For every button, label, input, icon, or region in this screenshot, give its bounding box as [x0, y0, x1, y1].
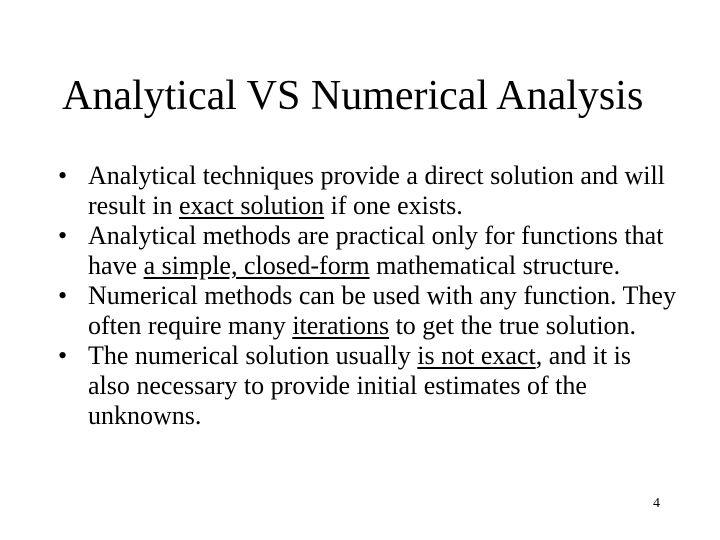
bullet-item: [58, 161, 678, 221]
bullet-dot-icon: •: [58, 341, 68, 370]
bullet-text-segment: The numerical solution usually: [88, 341, 418, 370]
underlined-phrase: exact solution: [179, 191, 325, 220]
underlined-phrase: is not exact: [417, 341, 536, 370]
bullet-item: [58, 341, 678, 431]
bullet-dot-icon: •: [58, 281, 68, 310]
bullet-text-segment: , and it is also necessary to provide initial estimates of the unknowns.: [88, 341, 632, 430]
bullet-dot-icon: •: [58, 161, 68, 190]
underlined-phrase: a simple, closed-form: [143, 251, 370, 280]
bullet-text-segment: Analytical techniques provide a direct solution and will result in: [88, 161, 665, 220]
bullet-text-segment: Numerical methods can be used with any function. They often require many: [88, 281, 676, 340]
slide-title: Analytical VS Numerical Analysis: [62, 73, 644, 119]
bullet-item: [58, 281, 678, 341]
bullet-text-segment: mathematical structure.: [369, 251, 621, 280]
bullet-item: [58, 221, 678, 281]
bullet-list: [58, 161, 678, 431]
bullet-dot-icon: •: [58, 221, 68, 250]
bullet-text: [88, 161, 665, 220]
underlined-phrase: iterations: [292, 311, 390, 340]
bullet-text: [88, 341, 631, 430]
bullet-text-segment: Analytical methods are practical only for functions that have: [88, 221, 664, 280]
bullet-text: [88, 281, 676, 340]
bullet-text-segment: if one exists.: [324, 191, 463, 220]
bullet-text-segment: to get the true solution.: [389, 311, 637, 340]
bullet-text: [88, 221, 663, 280]
page-number: 4: [653, 496, 660, 511]
